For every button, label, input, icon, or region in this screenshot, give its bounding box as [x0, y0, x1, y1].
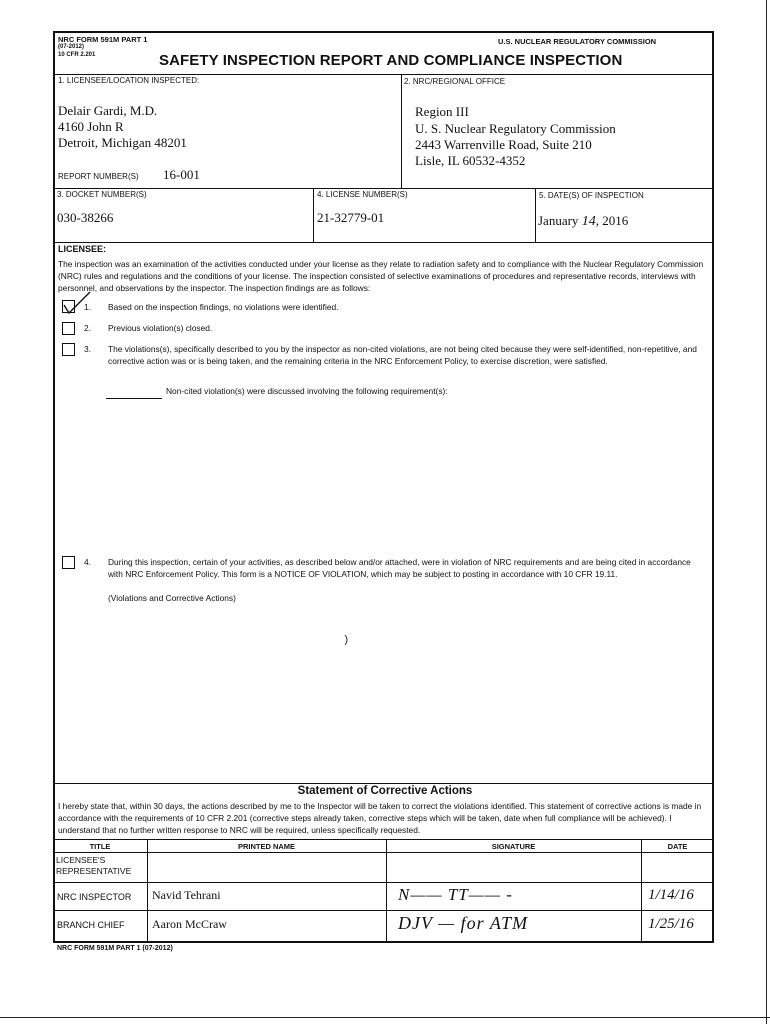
inspection-intro: The inspection was an examination of the activities conducted under your license as they relate to radiation safety and to compliance with the Nuclear Regulatory Commission (NRC) rules and regulations and the conditions of your license. The inspection consisted of selective examinations of procedures and representative records, interviews with personnel, and observations by the inspector. The inspection findings are as follows: [58, 259, 704, 293]
row-licensee-title: LICENSEE'S REPRESENTATIVE [56, 855, 132, 876]
column-header-title: TITLE [89, 842, 111, 851]
divider [53, 188, 714, 189]
license-number-label: 4. LICENSE NUMBER(S) [317, 190, 408, 199]
docket-number: 030-38266 [57, 210, 114, 225]
row-inspector-name: Navid Tehrani [152, 888, 221, 902]
noncited-text: Non-cited violation(s) were discussed involving the following requirement(s): [166, 386, 448, 396]
row-inspector-date: 1/14/16 [648, 887, 694, 903]
form-title: SAFETY INSPECTION REPORT AND COMPLIANCE INSPECTION [159, 52, 623, 69]
licensee-location-label: 1. LICENSEE/LOCATION INSPECTED: [58, 76, 200, 85]
form-id: NRC FORM 591M PART 1 [58, 35, 148, 44]
row-branch-chief-title: BRANCH CHIEF [57, 920, 125, 930]
agency-name: U.S. NUCLEAR REGULATORY COMMISSION [498, 37, 657, 46]
row-inspector-signature: N—— TT—— - [398, 885, 513, 904]
report-number-label: REPORT NUMBER(S) [58, 172, 139, 181]
cfr-reference: 10 CFR 2.201 [58, 52, 96, 58]
divider [147, 839, 148, 943]
finding-2-number: 2. [84, 323, 91, 333]
finding-2-text: Previous violation(s) closed. [108, 323, 213, 333]
divider [641, 839, 642, 943]
finding-3-number: 3. [84, 344, 91, 354]
corrective-statement: I hereby state that, within 30 days, the actions described by me to the Inspector will be taken to correct the violations identified. This statement of corrective actions is made in accordance with the requirements of 10 CFR 2.201 (corrective steps already taken, corrective steps which will be taken, date when full compliance will be achieved). I understand that no further written response to NRC will be required, unless specifically requested. [58, 801, 702, 835]
noncited-blank[interactable] [106, 398, 162, 399]
divider [386, 839, 387, 943]
divider [53, 910, 714, 911]
finding-4-text: During this inspection, certain of your activities, as described below and/or attached, were in violation of NRC requirements and are being cited in accordance with NRC Enforcement Policy. This form is a NOTICE OF VIOLATION, which may be subject to posting in accordance with 10 CFR 19.11. [108, 557, 691, 579]
row-branch-chief-name: Aaron McCraw [152, 917, 227, 931]
finding-1-text: Based on the inspection findings, no violations were identified. [108, 302, 339, 312]
row-branch-chief-signature: DJV — for ATM [398, 913, 529, 933]
scan-edge [766, 0, 767, 1024]
divider [53, 882, 714, 883]
office-city: Lisle, IL 60532-4352 [415, 153, 526, 168]
column-header-printed-name: PRINTED NAME [237, 842, 296, 851]
docket-number-label: 3. DOCKET NUMBER(S) [57, 190, 147, 199]
licensee-city: Detroit, Michigan 48201 [58, 135, 187, 150]
column-header-date: DATE [667, 842, 688, 851]
divider [313, 188, 314, 242]
report-number: 16-001 [163, 167, 200, 182]
date-month: January [538, 213, 579, 228]
divider [53, 74, 714, 75]
divider [401, 74, 402, 188]
licensee-street: 4160 John R [58, 119, 124, 134]
form-revision: (07-2012) [58, 44, 85, 50]
column-header-signature: SIGNATURE [491, 842, 536, 851]
office-agency: U. S. Nuclear Regulatory Commission [415, 121, 616, 136]
divider [53, 852, 714, 853]
divider [535, 188, 536, 242]
finding-4-number: 4. [84, 557, 91, 567]
regional-office-label: 2. NRC/REGIONAL OFFICE [404, 77, 506, 86]
office-region: Region III [415, 104, 469, 119]
office-street: 2443 Warrenville Road, Suite 210 [415, 137, 592, 152]
finding-3-text: The violations(s), specifically described to you by the inspector as non-cited violations, are not being cited because they were self-identified, non-repetitive, and corrective action was or is being taken, and the remaining criteria in the NRC Enforcement Policy, to exercise discretion, were satisfied. [108, 344, 697, 366]
divider [53, 242, 714, 243]
inspection-date [538, 213, 628, 230]
licensee-heading: LICENSEE: [58, 244, 107, 254]
finding-1-number: 1. [84, 302, 91, 312]
row-inspector-title: NRC INSPECTOR [57, 892, 132, 902]
row-branch-chief-date: 1/25/16 [648, 916, 694, 932]
stray-mark [342, 633, 352, 647]
divider [53, 839, 714, 840]
corrective-heading: Statement of Corrective Actions [297, 785, 473, 797]
finding-4-checkbox[interactable] [62, 556, 75, 569]
license-number: 21-32779-01 [317, 210, 385, 225]
date-day-handwritten: 14 [581, 214, 596, 229]
licensee-name: Delair Gardi, M.D. [58, 103, 158, 118]
violations-note: (Violations and Corrective Actions) [108, 593, 236, 603]
footer-form-id: NRC FORM 591M PART 1 (07-2012) [57, 945, 173, 952]
date-year: , 2016 [595, 213, 629, 228]
divider [53, 783, 714, 784]
inspection-date-label: 5. DATE(S) OF INSPECTION [539, 191, 644, 200]
scan-edge [0, 1017, 770, 1018]
finding-3-checkbox[interactable] [62, 343, 75, 356]
finding-2-checkbox[interactable] [62, 322, 75, 335]
